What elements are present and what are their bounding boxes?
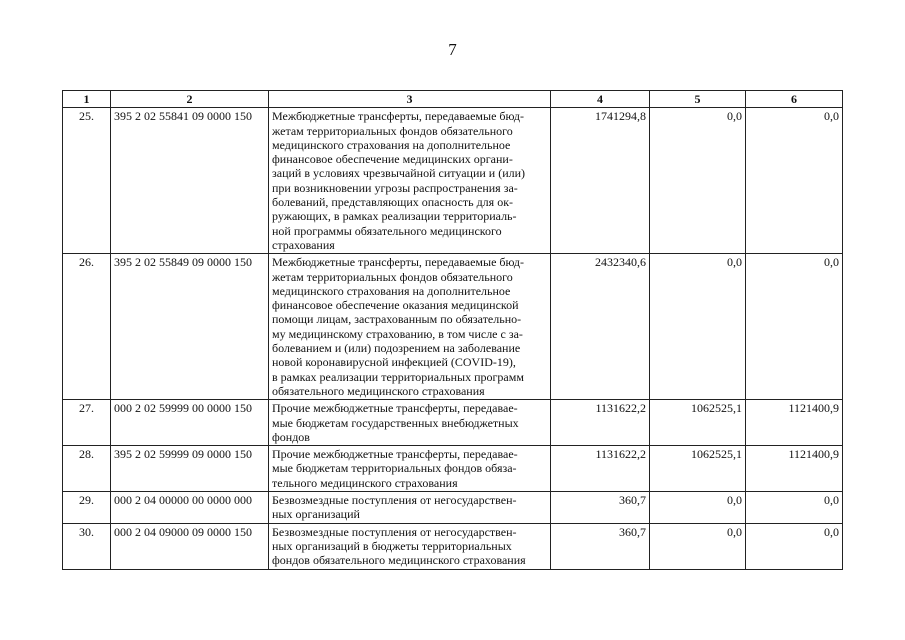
description-line: ных организаций	[272, 507, 360, 522]
value-col4-cell: 360,7	[551, 492, 650, 524]
description-line: болеваний, представляющих опасность для ок-	[272, 195, 514, 210]
column-header: 5	[650, 91, 746, 108]
budget-code-cell: 000 2 02 59999 00 0000 150	[111, 400, 269, 446]
description-line: Межбюджетные трансферты, передаваемые бюд-	[272, 255, 524, 270]
row-number-cell: 25.	[63, 108, 111, 254]
description-line: жетам территориальных фондов обязательного	[272, 269, 513, 284]
description-line: Безвозмездные поступления от негосударствен-	[272, 493, 517, 508]
column-header: 4	[551, 91, 650, 108]
description-cell	[269, 492, 551, 524]
row-number-cell: 26.	[63, 254, 111, 400]
description-line: фондов обязательного медицинского страхования	[272, 553, 526, 568]
table-row	[63, 400, 843, 446]
value-col4-cell: 1741294,8	[551, 108, 650, 254]
description-line: помощи лицам, застрахованным по обязательно-	[272, 312, 522, 327]
table-row	[63, 254, 843, 400]
value-col6-cell: 0,0	[746, 254, 843, 400]
description-cell	[269, 108, 551, 254]
table-row	[63, 108, 843, 254]
value-col4-cell: 2432340,6	[551, 254, 650, 400]
value-col5-cell: 0,0	[650, 254, 746, 400]
table-row	[63, 446, 843, 492]
description-line: заций в условиях чрезвычайной ситуации и (или)	[272, 166, 526, 181]
column-header: 1	[63, 91, 111, 108]
budget-code-cell: 395 2 02 55841 09 0000 150	[111, 108, 269, 254]
description-line: в рамках реализации территориальных программ	[272, 369, 524, 384]
description-line: му медицинскому страхованию, в том числе с за-	[272, 326, 523, 341]
value-col5-cell: 0,0	[650, 492, 746, 524]
description-cell	[269, 400, 551, 446]
budget-code-cell: 000 2 04 00000 00 0000 000	[111, 492, 269, 524]
budget-code-cell: 395 2 02 55849 09 0000 150	[111, 254, 269, 400]
row-number-cell: 28.	[63, 446, 111, 492]
value-col6-cell: 1121400,9	[746, 400, 843, 446]
budget-code-cell: 000 2 04 09000 09 0000 150	[111, 523, 269, 569]
table-row	[63, 523, 843, 569]
value-col4-cell: 360,7	[551, 523, 650, 569]
budget-table	[62, 90, 843, 570]
description-line: Межбюджетные трансферты, передаваемые бюд-	[272, 109, 524, 124]
description-line: Прочие межбюджетные трансферты, передавае-	[272, 447, 518, 462]
description-line: Безвозмездные поступления от негосударствен-	[272, 524, 517, 539]
description-line: обязательного медицинского страхования	[272, 383, 485, 398]
table-body	[63, 108, 843, 569]
description-line: тельного медицинского страхования	[272, 475, 458, 490]
description-line: медицинского страхования на дополнительное	[272, 283, 511, 298]
page-number: 7	[448, 40, 457, 59]
column-header: 3	[269, 91, 551, 108]
description-line: жетам территориальных фондов обязательного	[272, 123, 513, 138]
value-col6-cell: 0,0	[746, 108, 843, 254]
description-cell	[269, 523, 551, 569]
value-col6-cell: 0,0	[746, 523, 843, 569]
description-line: болеванием и (или) подозрением на заболевание	[272, 341, 521, 356]
table-row	[63, 492, 843, 524]
budget-code-cell: 395 2 02 59999 09 0000 150	[111, 446, 269, 492]
value-col5-cell: 0,0	[650, 108, 746, 254]
description-line: медицинского страхования на дополнительное	[272, 137, 511, 152]
value-col6-cell: 1121400,9	[746, 446, 843, 492]
column-header: 6	[746, 91, 843, 108]
value-col5-cell: 0,0	[650, 523, 746, 569]
description-line: мые бюджетам государственных внебюджетных	[272, 415, 519, 430]
value-col4-cell: 1131622,2	[551, 400, 650, 446]
column-header: 2	[111, 91, 269, 108]
description-line: при возникновении угрозы распространения за-	[272, 180, 518, 195]
row-number-cell: 29.	[63, 492, 111, 524]
value-col5-cell: 1062525,1	[650, 446, 746, 492]
description-cell	[269, 254, 551, 400]
description-line: страхования	[272, 237, 335, 252]
description-line: ружающих, в рамках реализации территориаль-	[272, 209, 517, 224]
row-number-cell: 27.	[63, 400, 111, 446]
description-cell	[269, 446, 551, 492]
value-col4-cell: 1131622,2	[551, 446, 650, 492]
table-header-row	[63, 91, 843, 108]
description-line: новой коронавирусной инфекцией (COVID-19),	[272, 355, 516, 370]
description-line: ной программы обязательного медицинского	[272, 223, 502, 238]
description-line: Прочие межбюджетные трансферты, передавае-	[272, 401, 518, 416]
description-line: финансовое обеспечение медицинских органи-	[272, 152, 513, 167]
value-col6-cell: 0,0	[746, 492, 843, 524]
value-col5-cell: 1062525,1	[650, 400, 746, 446]
description-line: фондов	[272, 429, 310, 444]
description-line: финансовое обеспечение оказания медицинской	[272, 298, 519, 313]
row-number-cell: 30.	[63, 523, 111, 569]
description-line: мые бюджетам территориальных фондов обяза-	[272, 461, 517, 476]
description-line: ных организаций в бюджеты территориальных	[272, 538, 512, 553]
